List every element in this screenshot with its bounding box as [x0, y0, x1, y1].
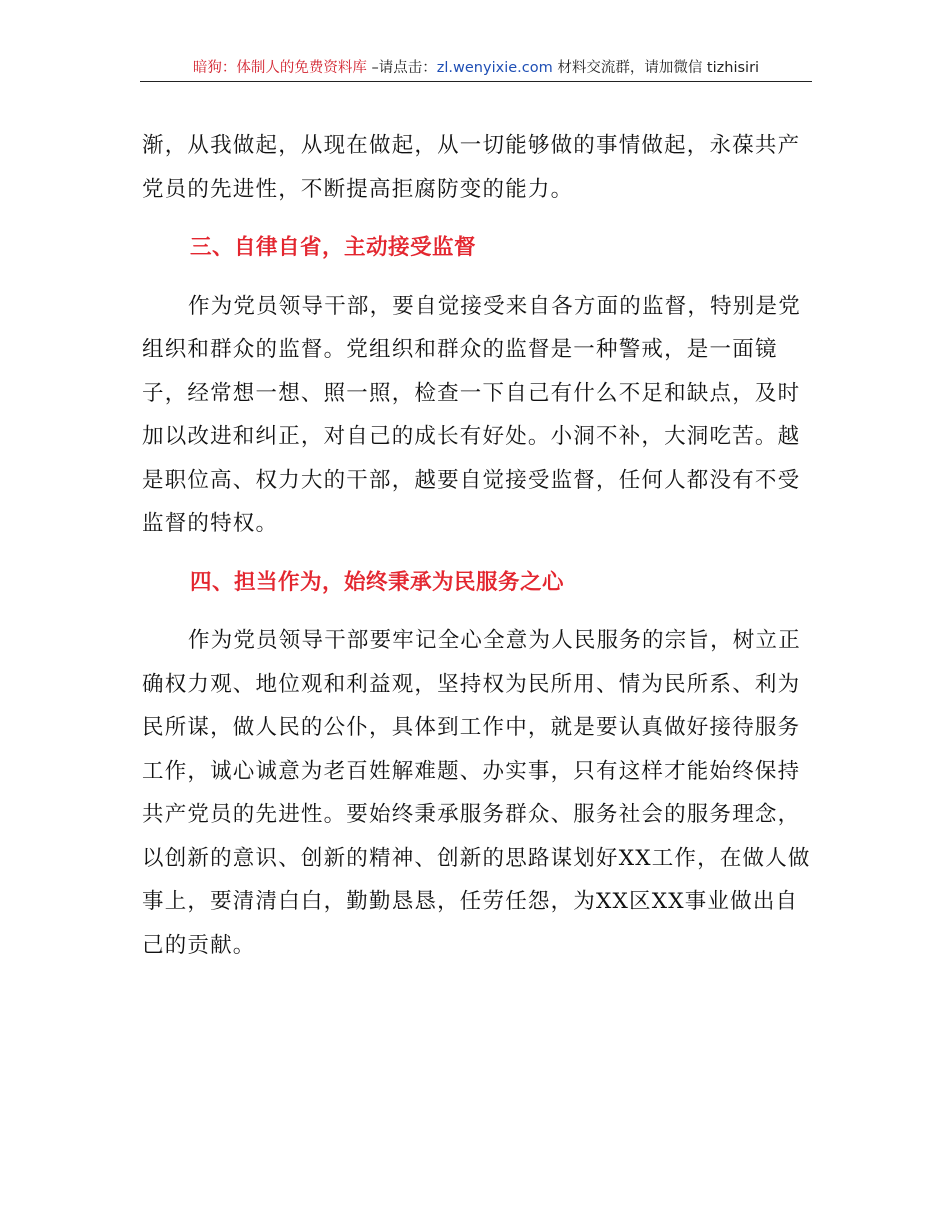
paragraph-continuation: 渐，从我做起，从现在做起，从一切能够做的事情做起，永葆共产党员的先进性，不断提高拒腐防变的能力。 [142, 133, 801, 202]
header-contact: 材料交流群，请加微信 tizhisiri [552, 60, 760, 76]
section-heading-3: 三、自律自省，主动接受监督 [190, 235, 477, 260]
page-header [140, 57, 812, 82]
header-brand: 暗狗：体制人的免费资料库 [192, 60, 367, 76]
paragraph-service: 作为党员领导干部要牢记全心全意为人民服务的宗旨，树立正确权力观、地位观和利益观，坚持权为民所用、情为民所系、利为民所谋，做人民的公仆，具体到工作中，就是要认真做好接待服务工作，诚心诚意为老百姓解难题、办实事，只有这样才能始终保持共产党员的先进性。要始终秉承服务群众、服务社会的服务理念，以创新的意识、创新的精神、创新的思路谋划好XX工作，在做人做事上，要清清白白，勤勤恳恳，任劳任怨，为XX区XX事业做出自己的贡献。 [142, 628, 811, 958]
header-prompt: –请点击： [366, 60, 437, 76]
section-heading-4: 四、担当作为，始终秉承为民服务之心 [190, 569, 565, 595]
header-link[interactable]: zl.wenyixie.com [436, 60, 553, 76]
document-body [142, 124, 812, 967]
paragraph-supervision: 作为党员领导干部，要自觉接受来自各方面的监督，特别是党组织和群众的监督。党组织和群众的监督是一种警戒，是一面镜子，经常想一想、照一照，检查一下自己有什么不足和缺点，及时加以改进和纠正，对自己的成长有好处。小洞不补，大洞吃苦。越是职位高、权力大的干部，越要自觉接受监督，任何人都没有不受监督的特权。 [142, 293, 801, 536]
